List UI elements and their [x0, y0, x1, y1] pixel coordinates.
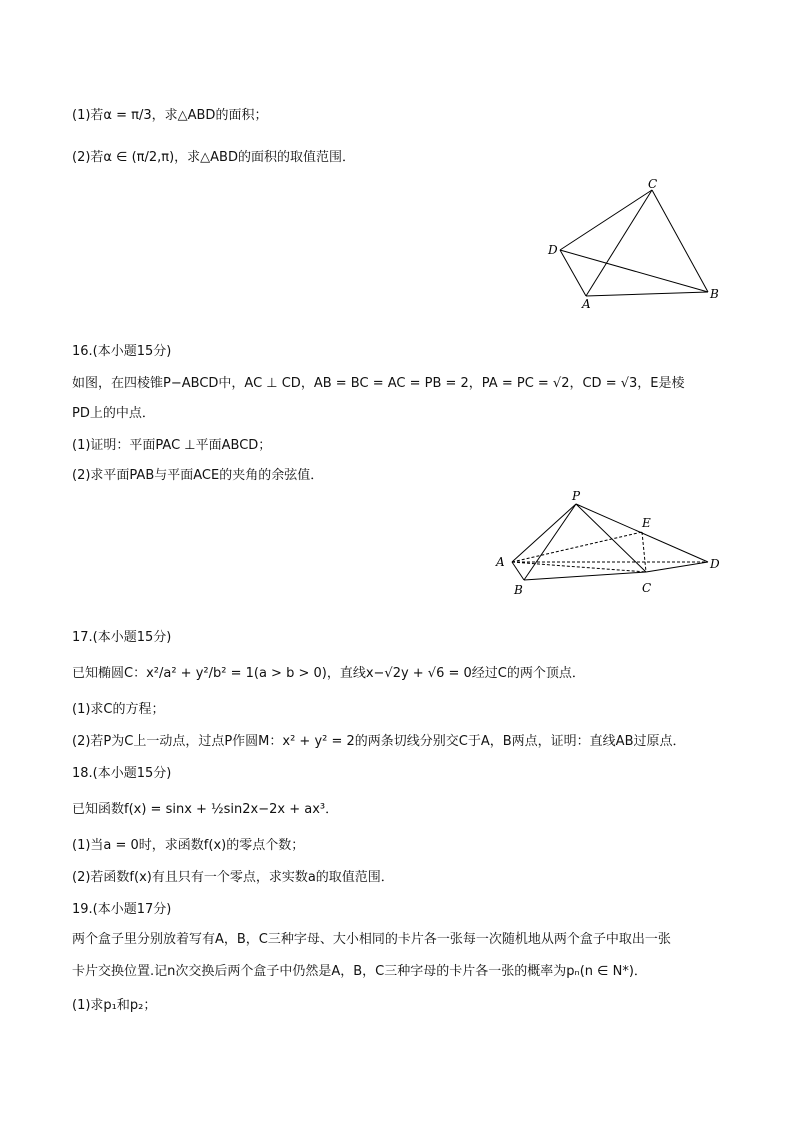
edge-AB [512, 562, 524, 580]
q16-header [72, 342, 171, 362]
label-P: P [572, 489, 581, 503]
edge-DA [560, 250, 586, 296]
q17-stem-text: 已知椭圆C：x²/a² + y²/b² = 1(a > b > 0)，直线x−√2y + √6 = 0经过C的两个顶点． [72, 666, 585, 681]
q18-part2-text: (2)若函数f(x)有且只有一个零点，求实数a的取值范围． [72, 870, 394, 885]
edge-AE-hidden [512, 532, 642, 562]
edge-CD [646, 562, 708, 572]
q15-part1 [72, 106, 267, 126]
edge-PA [512, 504, 576, 562]
q18-header-text: 18.(本小题15分) [72, 766, 172, 781]
q19-header [72, 900, 171, 920]
q16-stem-line2-text: PD上的中点． [72, 406, 155, 421]
edge-AC [586, 190, 652, 296]
q17-header-text: 17.(本小题15分) [72, 630, 172, 645]
q19-part1 [72, 996, 156, 1016]
label-D: D [710, 557, 720, 571]
edge-CB [652, 190, 708, 292]
edge-AB [586, 292, 708, 296]
label-A: A [582, 297, 591, 311]
q18-stem-text: 已知函数f(x) = sinx + ½sin2x−2x + ax³． [72, 802, 339, 817]
q16-figure [490, 488, 730, 600]
label-D: D [548, 243, 558, 257]
q19-stem-line2-text: 卡片交换位置.记n次交换后两个盒子中仍然是A，B，C三种字母的卡片各一张的概率为pₙ(n ∈ N*)． [72, 964, 647, 979]
q15-part2 [72, 148, 355, 168]
q16-part1 [72, 436, 271, 456]
q19-header-text: 19.(本小题17分) [72, 902, 172, 917]
edge-DB [560, 250, 708, 292]
q16-header-text: 16.(本小题15分) [72, 344, 172, 359]
edge-PB [524, 504, 576, 580]
label-C: C [648, 177, 658, 191]
label-C: C [642, 581, 652, 595]
q19-stem-line2 [72, 962, 647, 982]
q16-stem-line1 [72, 374, 685, 394]
q19-stem-line1-text: 两个盒子里分别放着写有A，B，C三种字母、大小相同的卡片各一张每一次随机地从两个盒子中取出一张 [72, 932, 671, 947]
q16-part1-text: (1)证明：平面PAC ⊥平面ABCD； [72, 438, 272, 453]
q15-part2-text: (2)若α ∈ (π/2,π)，求△ABD的面积的取值范围． [72, 150, 355, 165]
label-E: E [642, 516, 651, 530]
q17-stem [72, 664, 585, 684]
label-A: A [496, 555, 505, 569]
q17-part2-text: (2)若P为C上一动点，过点P作圆M：x² + y² = 2的两条切线分别交C于A，B两点，证明：直线AB过原点． [72, 734, 686, 749]
q16-part2-text: (2)求平面PAB与平面ACE的夹角的余弦值． [72, 468, 324, 483]
edge-BC [524, 572, 646, 580]
q16-stem-line1-text: 如图，在四棱锥P−ABCD中，AC ⊥ CD，AB = BC = AC = PB = 2，PA = PC = √2，CD = √3，E是棱 [72, 376, 685, 391]
label-B: B [514, 583, 523, 597]
q17-header [72, 628, 171, 648]
edge-AC-hidden [512, 562, 646, 572]
edge-EC-hidden [642, 532, 646, 572]
q18-header [72, 764, 171, 784]
q17-part1 [72, 700, 165, 720]
label-B: B [710, 287, 719, 301]
q18-stem [72, 800, 338, 820]
q18-part2 [72, 868, 394, 888]
q18-part1-text: (1)当a = 0时，求函数f(x)的零点个数； [72, 838, 305, 853]
q19-stem-line1 [72, 930, 671, 950]
q19-part1-text: (1)求p₁和p₂； [72, 998, 157, 1013]
q17-part2 [72, 732, 685, 752]
q18-part1 [72, 836, 304, 856]
q16-part2 [72, 466, 323, 486]
edge-DC [560, 190, 652, 250]
q16-stem-line2 [72, 404, 155, 424]
q15-figure [540, 176, 730, 316]
q15-part1-text: (1)若α = π/3，求△ABD的面积； [72, 108, 268, 123]
q17-part1-text: (1)求C的方程； [72, 702, 165, 717]
edge-PC [576, 504, 646, 572]
